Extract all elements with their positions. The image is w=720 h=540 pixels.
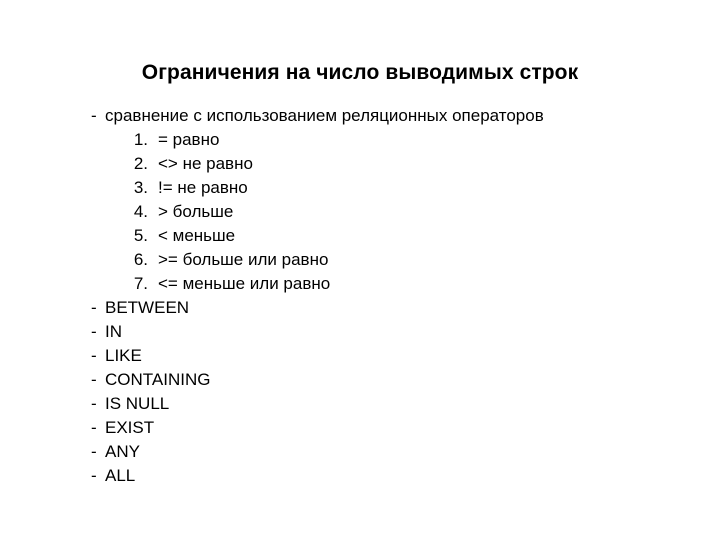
keyword-text: IN bbox=[105, 322, 122, 341]
keyword-text: IS NULL bbox=[105, 394, 170, 413]
operator-item bbox=[91, 200, 544, 224]
operator-item bbox=[91, 176, 544, 200]
keyword-text: ANY bbox=[105, 442, 140, 461]
bullet-dash: - bbox=[91, 442, 97, 461]
operator-number: 6. bbox=[133, 250, 148, 269]
keyword-item bbox=[91, 296, 544, 320]
keyword-text: BETWEEN bbox=[105, 298, 190, 317]
intro-text: сравнение с использованием реляционных операторов bbox=[105, 106, 544, 125]
operator-item bbox=[91, 248, 544, 272]
operator-item bbox=[91, 272, 544, 296]
keyword-item bbox=[91, 344, 544, 368]
keyword-text: CONTAINING bbox=[105, 370, 211, 389]
keyword-text: ALL bbox=[105, 466, 136, 485]
keyword-item bbox=[91, 320, 544, 344]
operator-number: 7. bbox=[133, 274, 148, 293]
keyword-item bbox=[91, 440, 544, 464]
operator-text: != не равно bbox=[158, 178, 248, 197]
operator-text: <> не равно bbox=[158, 154, 253, 173]
operator-text: <= меньше или равно bbox=[158, 274, 331, 293]
operator-text: > больше bbox=[158, 202, 234, 221]
keyword-item bbox=[91, 464, 544, 488]
bullet-dash: - bbox=[91, 346, 97, 365]
slide-title: Ограничения на число выводимых строк bbox=[141, 61, 579, 84]
operator-item bbox=[91, 152, 544, 176]
operator-item bbox=[91, 224, 544, 248]
keyword-text: LIKE bbox=[105, 346, 142, 365]
keyword-item bbox=[91, 392, 544, 416]
operator-item bbox=[91, 128, 544, 152]
operator-number: 5. bbox=[133, 226, 148, 245]
keyword-text: EXIST bbox=[105, 418, 155, 437]
bullet-dash: - bbox=[91, 298, 97, 317]
operator-number: 4. bbox=[133, 202, 148, 221]
operator-text: < меньше bbox=[158, 226, 236, 245]
operator-text: = равно bbox=[158, 130, 220, 149]
bullet-dash: - bbox=[91, 370, 97, 389]
intro-line bbox=[91, 104, 544, 128]
operator-text: >= больше или равно bbox=[158, 250, 329, 269]
bullet-dash: - bbox=[91, 322, 97, 341]
bullet-dash: - bbox=[91, 106, 97, 125]
operator-number: 3. bbox=[133, 178, 148, 197]
bullet-dash: - bbox=[91, 394, 97, 413]
bullet-dash: - bbox=[91, 466, 97, 485]
keyword-item bbox=[91, 368, 544, 392]
keyword-item bbox=[91, 416, 544, 440]
slide-body bbox=[91, 104, 544, 488]
bullet-dash: - bbox=[91, 418, 97, 437]
operator-number: 2. bbox=[133, 154, 148, 173]
operator-number: 1. bbox=[133, 130, 148, 149]
